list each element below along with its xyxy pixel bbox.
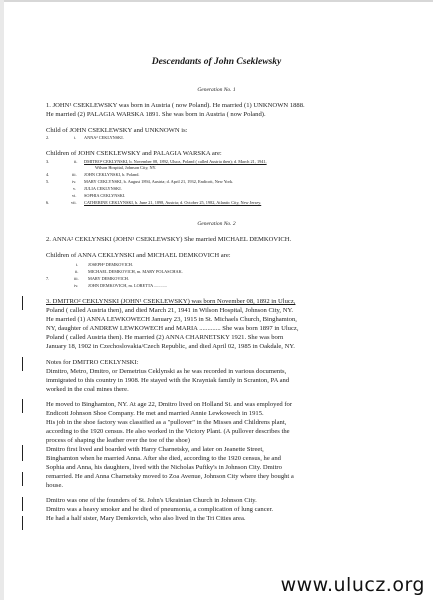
footer-url: www.ulucz.org [280, 574, 425, 596]
paragraph-line: 3. DMITRO² CEKLYNSKI (JOHN¹ CSEKLEWSKY) was born November 08, 1892 in Ulucz, [46, 298, 296, 305]
list-item-number: 3. [46, 159, 50, 164]
list-item-roman: i. [76, 262, 79, 267]
list-item-roman: vi. [72, 193, 77, 198]
gen2-children-heading: Children of ANNA CEKLYNSKI and MICHAEL DEMKOVICH are: [46, 252, 231, 259]
notes-line: He moved to Binghamton, NY. At age 22, Dmitro lived on Holland St. and was employed for [46, 401, 293, 408]
list-item-text: CATHERINE CEKLYNSKI, b. June 21, 1898, Austria; d. October 25, 1982, Atlantic City, New Jersey. [84, 200, 262, 205]
notes-line: house. [46, 482, 64, 489]
list-item-number: 5. [46, 179, 50, 184]
list-item-roman: iii. [74, 276, 79, 281]
notes-line: He had a half sister, Mary Demkovich, who also lived in the Tri Cities area. [46, 515, 246, 522]
page-title: Descendants of John Cseklewsky [151, 57, 282, 67]
generation-1-label: Generation No. 1 [197, 87, 236, 93]
list-item-roman: ii. [75, 269, 79, 274]
list-item-number: 4. [46, 172, 50, 177]
list-item-text: SOPHIA CEKLYNSKI. [84, 193, 126, 198]
paragraph-line: Poland ( called Austria then), and died March 21, 1941 in Wilson Hospital, Johnson City, NY. [46, 307, 294, 314]
list-item-number: 6. [46, 200, 50, 205]
list-item-roman: iv. [72, 179, 77, 184]
margin-mark [22, 516, 23, 530]
paragraph-line: January 18, 1902 in Czechoslovakia/Czech Republic, and died April 02, 1985 in Oakdale, NY. [46, 343, 295, 350]
list-item-roman: iv. [74, 283, 79, 288]
paragraph-line: NY, daughter of ANDREW LEWKOWECH and MARIA ............. She was born 1897 in Ulucz, [46, 325, 299, 332]
notes-line: His job in the shoe factory was classified as a "pullover" in the Misses and Childrens plant, [46, 419, 287, 426]
notes-line: Sophia and Anna, his daughters, lived with the Nicholas Puftky's in Johnson City. Dmitro [46, 464, 282, 471]
margin-mark [22, 296, 23, 310]
list-item-roman: iii. [72, 172, 77, 177]
margin-mark [22, 399, 23, 413]
notes-line: Dmitro was one of the founders of St. John's Ukrainian Church in Johnson City. [46, 497, 257, 504]
list-item-roman: ii. [74, 159, 78, 164]
notes-line: process of shaping the leather over the toe of the shoe) [46, 437, 190, 444]
notes-line: remarried. He and Anna Charnetsky moved to Zoa Avenue, Johnson City where they bought a [46, 473, 294, 480]
notes-line: Endicott Johnson Shoe Company. He met and married Annie Lewkowech in 1915. [46, 410, 264, 417]
child-number: 2. [46, 135, 50, 140]
scan-edge [0, 0, 433, 2]
child-roman: i. [74, 135, 77, 140]
list-item-roman: vii. [71, 200, 77, 205]
notes-line: Dimitro, Metro, Dmitro, or Demetrius Ceklynski as he was recorded in various documents, [46, 368, 287, 375]
list-item-text: JULIA CEKLYNSKI. [84, 186, 122, 191]
margin-mark [22, 497, 23, 511]
list-item-roman: v. [73, 186, 76, 191]
notes-line: Notes for DMITRO CEKLYNSKI: [46, 359, 139, 366]
notes-line: Binghamton when he married Anna. After she died, according to the 1920 census, he and [46, 455, 281, 462]
list-item-number: 7. [46, 276, 50, 281]
list-item-text: Wilson Hospital, Johnson City, NY. [95, 165, 157, 170]
paragraph-line: Poland ( called Austria then). He married (2) ANNA CHARNETSKY 1921. She was born [46, 334, 284, 341]
margin-mark [22, 472, 23, 486]
gen1-paragraph-line-2: He married (2) PALAGIA WARSKA 1891. She was born in Austria ( now Poland). [46, 111, 266, 118]
list-item-text: MARY CEKLYNSKI, b. August 1894, Austria; d. April 21, 1932, Endicott, New York. [84, 179, 234, 184]
gen2-anna-paragraph: 2. ANNA² CEKLYNSKI (JOHN¹ CSEKLEWSKY) She married MICHAEL DEMKOVICH. [46, 236, 292, 243]
child-name: ANNA² CEKLYNSKI. [84, 135, 124, 140]
notes-line: according to the 1920 census. He also worked in the Victory Plant. (A pullover describes the [46, 428, 290, 435]
paragraph-line: He married (1) ANNA LEWKOWECH January 23, 1915 in St. Michaels Church, Binghamton, [46, 316, 297, 323]
child-unknown-heading: Child of JOHN CSEKLEWSKY and UNKNOWN is: [46, 127, 188, 134]
list-item-text: MICHAEL DEMKOVICH, m. MARY POLASCHAK. [88, 269, 183, 274]
children-palagia-heading: Children of JOHN CSEKLEWSKY and PALAGIA WARSKA are: [46, 150, 222, 157]
notes-line: Dmitro was a heavy smoker and he died of pneumonia, a complication of lung cancer. [46, 506, 274, 513]
list-item-text: JOHN DEMKOVICH, m. LORETTA ............ [88, 283, 167, 288]
notes-line: Dmitro first lived and boarded with Harry Charnetsky, and later on Jeanette Street, [46, 446, 264, 453]
gen1-paragraph-line-1: 1. JOHN¹ CSEKLEWSKY was born in Austria ( now Poland). He married (1) UNKNOWN 1888. [46, 102, 305, 109]
generation-2-label: Generation No. 2 [197, 221, 236, 227]
list-item-text: MARY DEMKOVICH. [88, 276, 129, 281]
margin-mark [22, 357, 23, 371]
list-item-text: JOSEPH³ DEMKOVICH. [88, 262, 133, 267]
list-item-text: JOHN CEKLYNSKI, b. Poland. [84, 172, 140, 177]
margin-mark [22, 445, 23, 461]
notes-line: worked in the coal mines there. [46, 386, 129, 393]
notes-line: immigrated to this country in 1908. He stayed with the Krayniak family in Scranton, PA and [46, 377, 290, 384]
list-item-text: DMITRO² CEKLYNSKI, b. November 08, 1892, Ulucz, Poland ( called Austria then); d. March 21, 1941, [84, 159, 267, 164]
